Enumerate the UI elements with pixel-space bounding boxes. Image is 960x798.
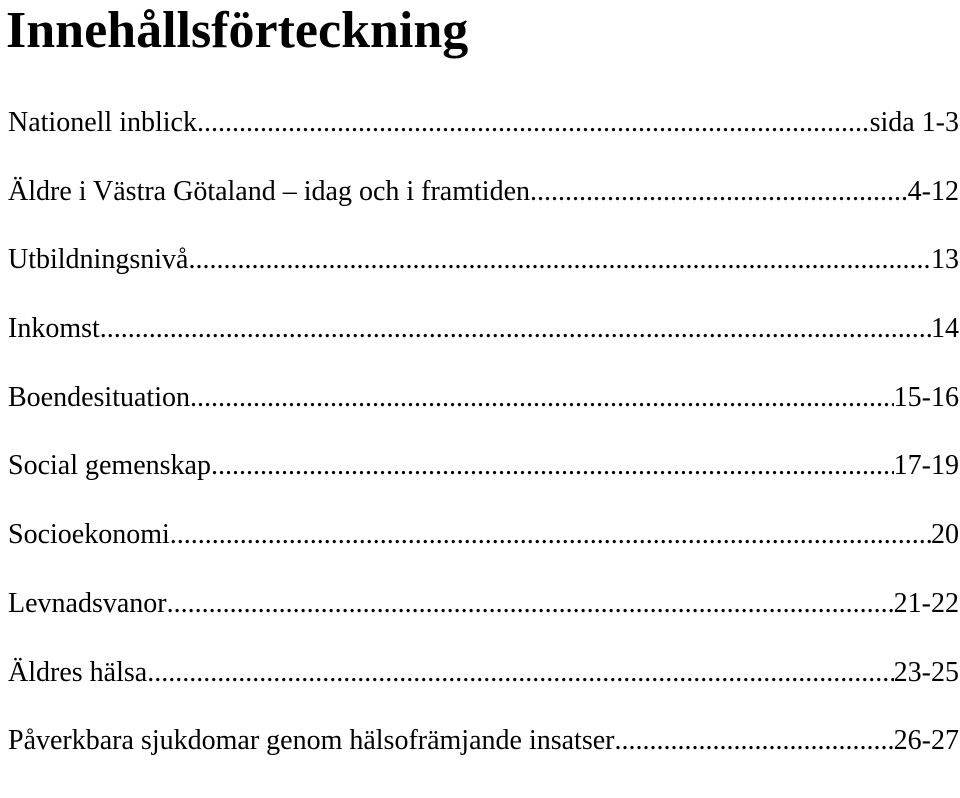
toc-entry-page: 26-27 xyxy=(893,725,959,757)
toc-entry-page: 21-22 xyxy=(893,587,959,619)
page-title: Innehållsförteckning xyxy=(6,2,469,59)
toc-entry-label: Äldres hälsa xyxy=(8,656,148,688)
toc-entry-levnadsvanor xyxy=(8,579,959,648)
toc-dot-leader xyxy=(100,304,931,354)
toc-entry-label: Levnadsvanor xyxy=(8,587,167,619)
toc-entry-page: 23-25 xyxy=(893,656,959,688)
toc-entry-page: 20 xyxy=(931,519,959,551)
toc-dot-leader xyxy=(190,373,894,423)
toc-entry-label: Boendesituation xyxy=(8,381,190,413)
toc-dot-leader xyxy=(170,510,931,560)
toc-entry-label: Nationell inblick xyxy=(8,107,197,138)
toc-entry-label: Socioekonomi xyxy=(8,519,170,551)
toc-entry-label: Äldre i Västra Götaland – idag och i framtiden xyxy=(8,175,530,207)
toc-entry-paverkbara-sjukdomar xyxy=(8,716,959,785)
toc-dot-leader xyxy=(147,648,893,698)
toc-entry-socioekonomi xyxy=(8,510,959,579)
toc-entry-page: 4-12 xyxy=(907,175,959,207)
toc-dot-leader xyxy=(188,235,931,285)
toc-entry-page: 15-16 xyxy=(893,381,959,413)
toc-dot-leader xyxy=(614,716,893,766)
toc-entry-utbildningsniva xyxy=(8,235,959,304)
toc-entry-label: Inkomst xyxy=(8,313,100,345)
toc-entry-page: 14 xyxy=(931,313,959,345)
toc-dot-leader xyxy=(211,441,894,491)
toc-entry-label: Påverkbara sjukdomar genom hälsofrämjande insatser xyxy=(8,725,615,757)
toc-list xyxy=(8,98,959,785)
toc-entry-aldres-halsa xyxy=(8,648,959,717)
toc-entry-label: Utbildningsnivå xyxy=(8,244,189,276)
toc-entry-page: 17-19 xyxy=(893,450,959,482)
toc-dot-leader xyxy=(197,98,870,148)
toc-entry-label: Social gemenskap xyxy=(8,450,211,482)
toc-dot-leader xyxy=(530,167,908,217)
toc-entry-nationell-inblick xyxy=(8,98,959,167)
toc-entry-social-gemenskap xyxy=(8,441,959,510)
toc-entry-page: 13 xyxy=(931,244,959,276)
toc-entry-aldre-i-vastra-gotaland xyxy=(8,167,959,236)
toc-entry-page: sida 1-3 xyxy=(869,107,959,138)
toc-entry-inkomst xyxy=(8,304,959,373)
toc-dot-leader xyxy=(167,579,894,629)
toc-entry-boendesituation xyxy=(8,373,959,442)
